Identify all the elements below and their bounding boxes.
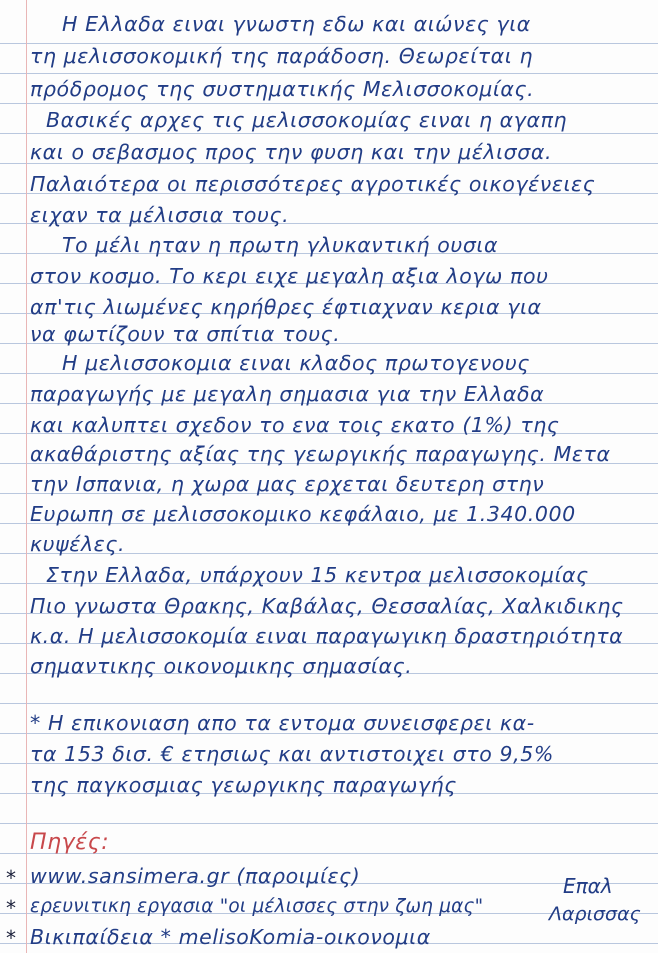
text-line: Το μέλι ηταν η πρωτη γλυκαντική ουσια [62, 233, 499, 257]
text-line: * Η επικονιαση απο τα εντομα συνεισφερει κα- [30, 711, 535, 735]
text-line: την Ισπανια, η χωρα μας ερχεται δευτερη στην [30, 472, 545, 496]
source-item: Βικιπαίδεια * melisoKomia-οικονομια [30, 925, 431, 949]
bullet-marker: * [6, 896, 16, 920]
text-line: να φωτίζουν τα σπίτια τους. [30, 322, 341, 346]
text-line: και καλυπτει σχεδον το ενα τοις εκατο (1%) της [30, 413, 560, 437]
bullet-marker: * [6, 926, 16, 950]
text-line: ακαθάριστης αξίας της γεωργικής παραγωγης. Μετα [30, 442, 611, 466]
text-line: απ'τις λιωμένες κηρήθρες έφτιαχναν κερια για [30, 295, 542, 319]
text-line: και ο σεβασμος προς την φυση και την μέλισσα. [30, 140, 553, 164]
signature-line: Επαλ [563, 874, 613, 898]
source-item: www.sansimera.gr (παροιμίες) [30, 864, 361, 888]
margin-line [26, 0, 27, 953]
text-line: Η Ελλαδα ειναι γνωστη εδω και αιώνες για [62, 12, 531, 36]
source-item: ερευνιτικη εργασια "οι μέλισσες στην ζωη μας" [30, 896, 484, 917]
text-line: παραγωγής με μεγαλη σημασια για την Ελλαδα [30, 382, 545, 406]
text-line: σημαντικης οικονομικης σημασίας. [30, 654, 413, 678]
text-line: τα 153 δισ. € ετησιως και αντιστοιχει στο 9,5% [30, 742, 554, 766]
text-line: ειχαν τα μέλισσια τους. [30, 203, 290, 227]
text-line: Ευρωπη σε μελισσοκομικο κεφάλαιο, με 1.340.000 [30, 502, 576, 526]
text-line: Πιο γνωστα Θρακης, Καβάλας, Θεσσαλίας, Χαλκιδικης [30, 594, 624, 618]
text-line: στον κοσμο. Το κερι ειχε μεγαλη αξια λογω που [30, 264, 549, 288]
text-line: Παλαιότερα οι περισσότερες αγροτικές οικογένειες [30, 172, 596, 196]
text-line: πρόδρομος της συστηματικής Μελισσοκομίας. [30, 77, 535, 101]
text-line: κυψέλες. [30, 532, 126, 556]
text-line: τη μελισσοκομική της παράδοση. Θεωρείται η [30, 44, 534, 68]
text-line: Βασικές αρχες τις μελισσοκομίας ειναι η αγαπη [46, 108, 568, 132]
signature-line: Λαρισσας [549, 903, 641, 925]
text-line: Η μελισσοκομια ειναι κλαδος πρωτογενους [62, 351, 530, 375]
text-line: κ.α. Η μελισσοκομία ειναι παραγωγικη δραστηριότητα [30, 624, 624, 648]
text-line: Στην Ελλαδα, υπάρχουν 15 κεντρα μελισσοκομίας [46, 563, 589, 587]
sources-heading: Πηγές: [30, 830, 110, 855]
text-line: της παγκοσμιας γεωργικης παραγωγής [30, 773, 457, 797]
bullet-marker: * [6, 866, 16, 890]
